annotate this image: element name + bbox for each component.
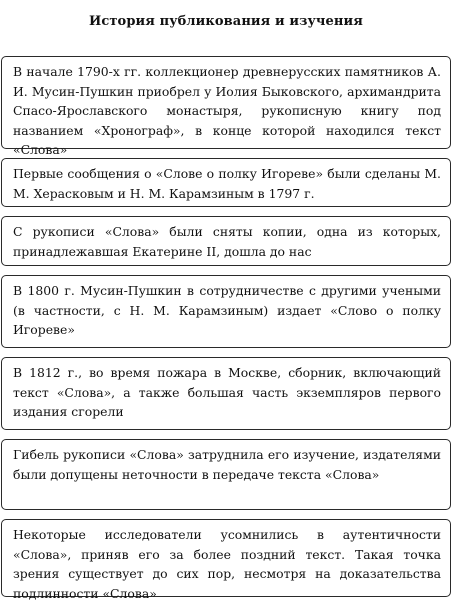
history-entry-loss-consequences: Гибель рукописи «Слова» затруднила его изучение, издателями были допущены неточности в передаче текста «Слова» [1, 439, 451, 510]
page-title: История публикования и изучения [89, 14, 363, 29]
history-timeline [1, 56, 451, 601]
history-entry-first-reports: Первые сообщения о «Слове о полку Игореве» были сделаны М. М. Херасковым и Н. М. Карамзиным в 1797 г. [1, 158, 451, 207]
history-entry-authenticity-debate: Некоторые исследователи усомнились в аутентичности «Слова», приняв его за более поздний текст. Такая точка зрения существует до сих пор, несмотря на доказательства подлинности «Слова» [1, 519, 451, 597]
history-entry-copies: С рукописи «Слова» были сняты копии, одна из которых, принадлежавшая Екатерине II, дошла до нас [1, 216, 451, 266]
history-entry-1790s-acquisition: В начале 1790-х гг. коллекционер древнерусских памятников А. И. Мусин-Пушкин приобрел у Иолия Быковского, архимандрита Спасо-Ярославского монастыря, рукописную книгу под названием «Хронограф», в конце которой находился текст «Слова» [1, 56, 451, 149]
history-entry-1800-edition: В 1800 г. Мусин-Пушкин в сотрудничестве с другими учеными (в частности, с Н. М. Карамзиным) издает «Слово о полку Игореве» [1, 275, 451, 348]
history-entry-1812-fire: В 1812 г., во время пожара в Москве, сборник, включающий текст «Слова», а также большая часть экземпляров первого издания сгорели [1, 357, 451, 430]
